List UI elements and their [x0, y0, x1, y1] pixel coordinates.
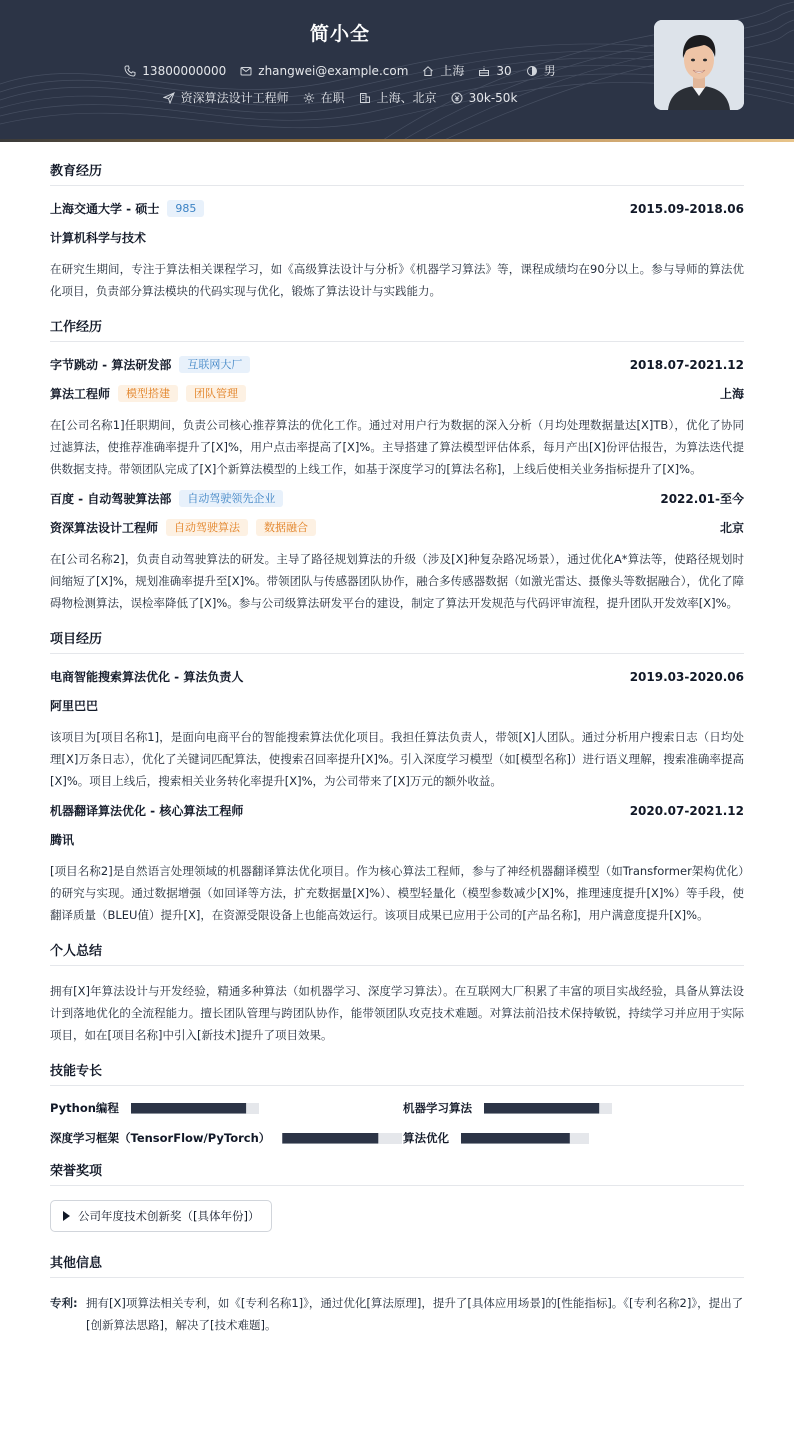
resume-body — [50, 160, 744, 1350]
skill-item — [50, 1130, 403, 1146]
awards-title: 荣誉奖项 — [50, 1160, 744, 1186]
skill-name: 算法优化 — [403, 1131, 449, 1145]
project-header-row — [50, 802, 744, 819]
city-text: 上海 — [440, 64, 465, 78]
school-tag: 985 — [167, 200, 204, 217]
project-desc: [项目名称2]是自然语言处理领域的机器翻译算法优化项目。作为核心算法工程师，参与了神经机器翻译模型（如Transformer架构优化）的研究与实现。通过数据增强（如回译等方法，扩充数据量[X]%）、模型轻量化（模型参数减少[X]%，推理速度提升[X]%）等手段，使翻译质量（BLEU值）提升[X]，在资源受限设备上也能高效运行。该项目成果已应用于公司的[产品名称]，用户满意度提升[X]%。 — [50, 864, 744, 922]
phone-item — [124, 64, 226, 78]
project-item — [50, 668, 744, 792]
work-title: 工作经历 — [50, 316, 744, 342]
target-city-item — [359, 89, 437, 106]
summary-desc: 拥有[X]年算法设计与开发经验，精通多种算法（如机器学习、深度学习算法）。在互联网大厂积累了丰富的项目实战经验，具备从算法设计到落地优化的全流程能力。擅长团队管理与跨团队协作，能带领团队攻克技术难题。对算法前沿技术保持敏锐，持续学习并应用于实际项目，如在[项目名称]中引入[新技术]提升了项目效果。 — [50, 984, 744, 1042]
project-desc: 该项目为[项目名称1]，是面向电商平台的智能搜索算法优化项目。我担任算法负责人，带领[X]人团队。通过分析用户搜索日志（日均处理[X]万条日志），优化了关键词匹配算法，使搜索召回率提升[X]%。引入深度学习模型（如[模型名称]）进行语义理解，搜索准确率提高[X]%。项目上线后，搜索相关业务转化率提升[X]%，为公司带来了[X]万元的额外收益。 — [50, 730, 744, 788]
expand-triangle-icon — [63, 1211, 70, 1221]
project-header-row — [50, 668, 744, 685]
company-name: 字节跳动 - 算法研发部 — [50, 358, 172, 372]
role-tag: 数据融合 — [256, 519, 316, 536]
skill-bar — [282, 1133, 402, 1144]
work-item — [50, 356, 744, 480]
work-section — [50, 316, 744, 614]
company-name: 百度 - 自动驾驶算法部 — [50, 492, 172, 506]
mail-icon — [240, 65, 252, 77]
skill-bar-fill — [461, 1133, 570, 1144]
status-icon — [303, 92, 315, 104]
home-icon — [422, 65, 434, 77]
age-text: 30 — [496, 63, 512, 78]
school-name: 上海交通大学 - 硕士 — [50, 202, 160, 216]
job-intent-row — [0, 89, 680, 106]
role-name: 算法工程师 — [50, 387, 111, 401]
role-tag: 团队管理 — [186, 385, 246, 402]
gender-item — [526, 62, 556, 79]
skills-grid — [50, 1100, 744, 1146]
project-org: 阿里巴巴 — [50, 699, 99, 713]
title-item — [163, 89, 289, 106]
project-section — [50, 628, 744, 926]
job-title-text: 资深算法设计工程师 — [180, 91, 289, 105]
cake-icon — [478, 65, 490, 77]
company-tag: 自动驾驶领先企业 — [179, 490, 283, 507]
gender-icon — [526, 65, 538, 77]
skill-name: Python编程 — [50, 1101, 119, 1115]
skill-item — [50, 1100, 403, 1116]
email-item — [240, 64, 408, 78]
patent-desc: 拥有[X]项算法相关专利，如《[专利名称1]》，通过优化[算法原理]，提升了[具体应用场景]的[性能指标]。《[专利名称2]》，提出了[创新算法思路]，解决了[技术难题]。 — [86, 1296, 744, 1332]
gender-text: 男 — [543, 64, 556, 78]
award-item[interactable] — [50, 1200, 272, 1232]
salary-icon — [451, 92, 463, 104]
target-city-text: 上海、北京 — [376, 91, 437, 105]
send-icon — [163, 92, 175, 104]
role-row — [50, 385, 744, 402]
avatar — [654, 20, 744, 110]
awards-section — [50, 1160, 744, 1238]
role-row — [50, 519, 744, 536]
salary-item — [451, 91, 518, 105]
other-title: 其他信息 — [50, 1252, 744, 1278]
patent-label: 专利: — [50, 1296, 78, 1310]
other-section — [50, 1252, 744, 1336]
work-location: 北京 — [719, 521, 744, 535]
skill-bar — [461, 1133, 589, 1144]
skill-bar — [484, 1103, 612, 1114]
work-desc: 在[公司名称1]任职期间，负责公司核心推荐算法的优化工作。通过对用户行为数据的深入分析（月均处理数据量达[X]TB），优化了协同过滤算法，使推荐准确率提升了[X]%，用户点击率提高了[X]%。主导搭建了算法模型评估体系，每月产出[X]份评估报告，为算法迭代提供数据支持。带领团队完成了[X]个新算法模型的上线工作，如基于深度学习的[算法名称]，上线后使相关业务指标提升了[X]%。 — [50, 418, 744, 476]
role-tag: 模型搭建 — [118, 385, 178, 402]
salary-text: 30k-50k — [468, 90, 518, 105]
project-org: 腾讯 — [50, 833, 75, 847]
summary-section — [50, 940, 744, 1046]
education-section — [50, 160, 744, 302]
age-item — [478, 64, 511, 78]
work-item — [50, 490, 744, 614]
role-name: 资深算法设计工程师 — [50, 521, 159, 535]
skill-bar-fill — [282, 1133, 378, 1144]
header-accent-line — [0, 139, 794, 142]
education-title: 教育经历 — [50, 160, 744, 186]
skills-title: 技能专长 — [50, 1060, 744, 1086]
award-text: 公司年度技术创新奖（[具体年份]） — [78, 1209, 260, 1223]
skill-name: 深度学习框架（TensorFlow/PyTorch） — [50, 1131, 271, 1145]
project-item — [50, 802, 744, 926]
patent-row — [50, 1292, 744, 1336]
project-name: 机器翻译算法优化 - 核心算法工程师 — [50, 804, 244, 818]
skill-bar-fill — [484, 1103, 599, 1114]
project-period: 2020.07-2021.12 — [629, 803, 744, 818]
major: 计算机科学与技术 — [50, 231, 147, 245]
education-period: 2015.09-2018.06 — [629, 201, 744, 216]
education-header-row — [50, 200, 744, 217]
status-item — [303, 89, 345, 106]
contact-row — [0, 62, 680, 79]
work-desc: 在[公司名称2]，负责自动驾驶算法的研发。主导了路径规划算法的升级（涉及[X]种复杂路况场景），通过优化A*算法等，使路径规划时间缩短了[X]%，规划准确率提升至[X]%。带领团队与传感器团队协作，融合多传感器数据（如激光雷达、摄像头等数据融合），优化了障碍物检测算法，误检率降低了[X]%。参与公司级算法研发平台的建设，制定了算法开发规范与代码评审流程，提升团队开发效率[X]%。 — [50, 552, 744, 610]
phone-icon — [124, 65, 136, 77]
skill-item — [403, 1130, 744, 1146]
status-text: 在职 — [320, 91, 345, 105]
skill-name: 机器学习算法 — [403, 1101, 472, 1115]
work-location: 上海 — [719, 387, 744, 401]
building-icon — [359, 92, 371, 104]
resume-header — [0, 0, 794, 142]
city-item — [422, 62, 464, 79]
avatar-portrait — [654, 20, 744, 110]
project-period: 2019.03-2020.06 — [629, 669, 744, 684]
major-row — [50, 229, 744, 246]
skill-item — [403, 1100, 744, 1116]
work-header-row — [50, 490, 744, 507]
phone-text: 13800000000 — [142, 63, 227, 78]
work-header-row — [50, 356, 744, 373]
project-org-row — [50, 831, 744, 848]
work-period: 2018.07-2021.12 — [629, 357, 744, 372]
skills-section — [50, 1060, 744, 1146]
project-org-row — [50, 697, 744, 714]
skill-bar-fill — [131, 1103, 246, 1114]
company-tag: 互联网大厂 — [179, 356, 250, 373]
email-text: zhangwei@example.com — [258, 63, 409, 78]
work-period: 2022.01-至今 — [660, 492, 744, 506]
project-title: 项目经历 — [50, 628, 744, 654]
role-tag: 自动驾驶算法 — [166, 519, 248, 536]
summary-title: 个人总结 — [50, 940, 744, 966]
project-name: 电商智能搜索算法优化 - 算法负责人 — [50, 670, 244, 684]
skill-bar — [131, 1103, 259, 1114]
candidate-name: 简小全 — [309, 23, 370, 45]
education-desc: 在研究生期间，专注于算法相关课程学习，如《高级算法设计与分析》《机器学习算法》等，课程成绩均在90分以上。参与导师的算法优化项目，负责部分算法模块的代码实现与优化，锻炼了算法设计与实践能力。 — [50, 262, 744, 298]
